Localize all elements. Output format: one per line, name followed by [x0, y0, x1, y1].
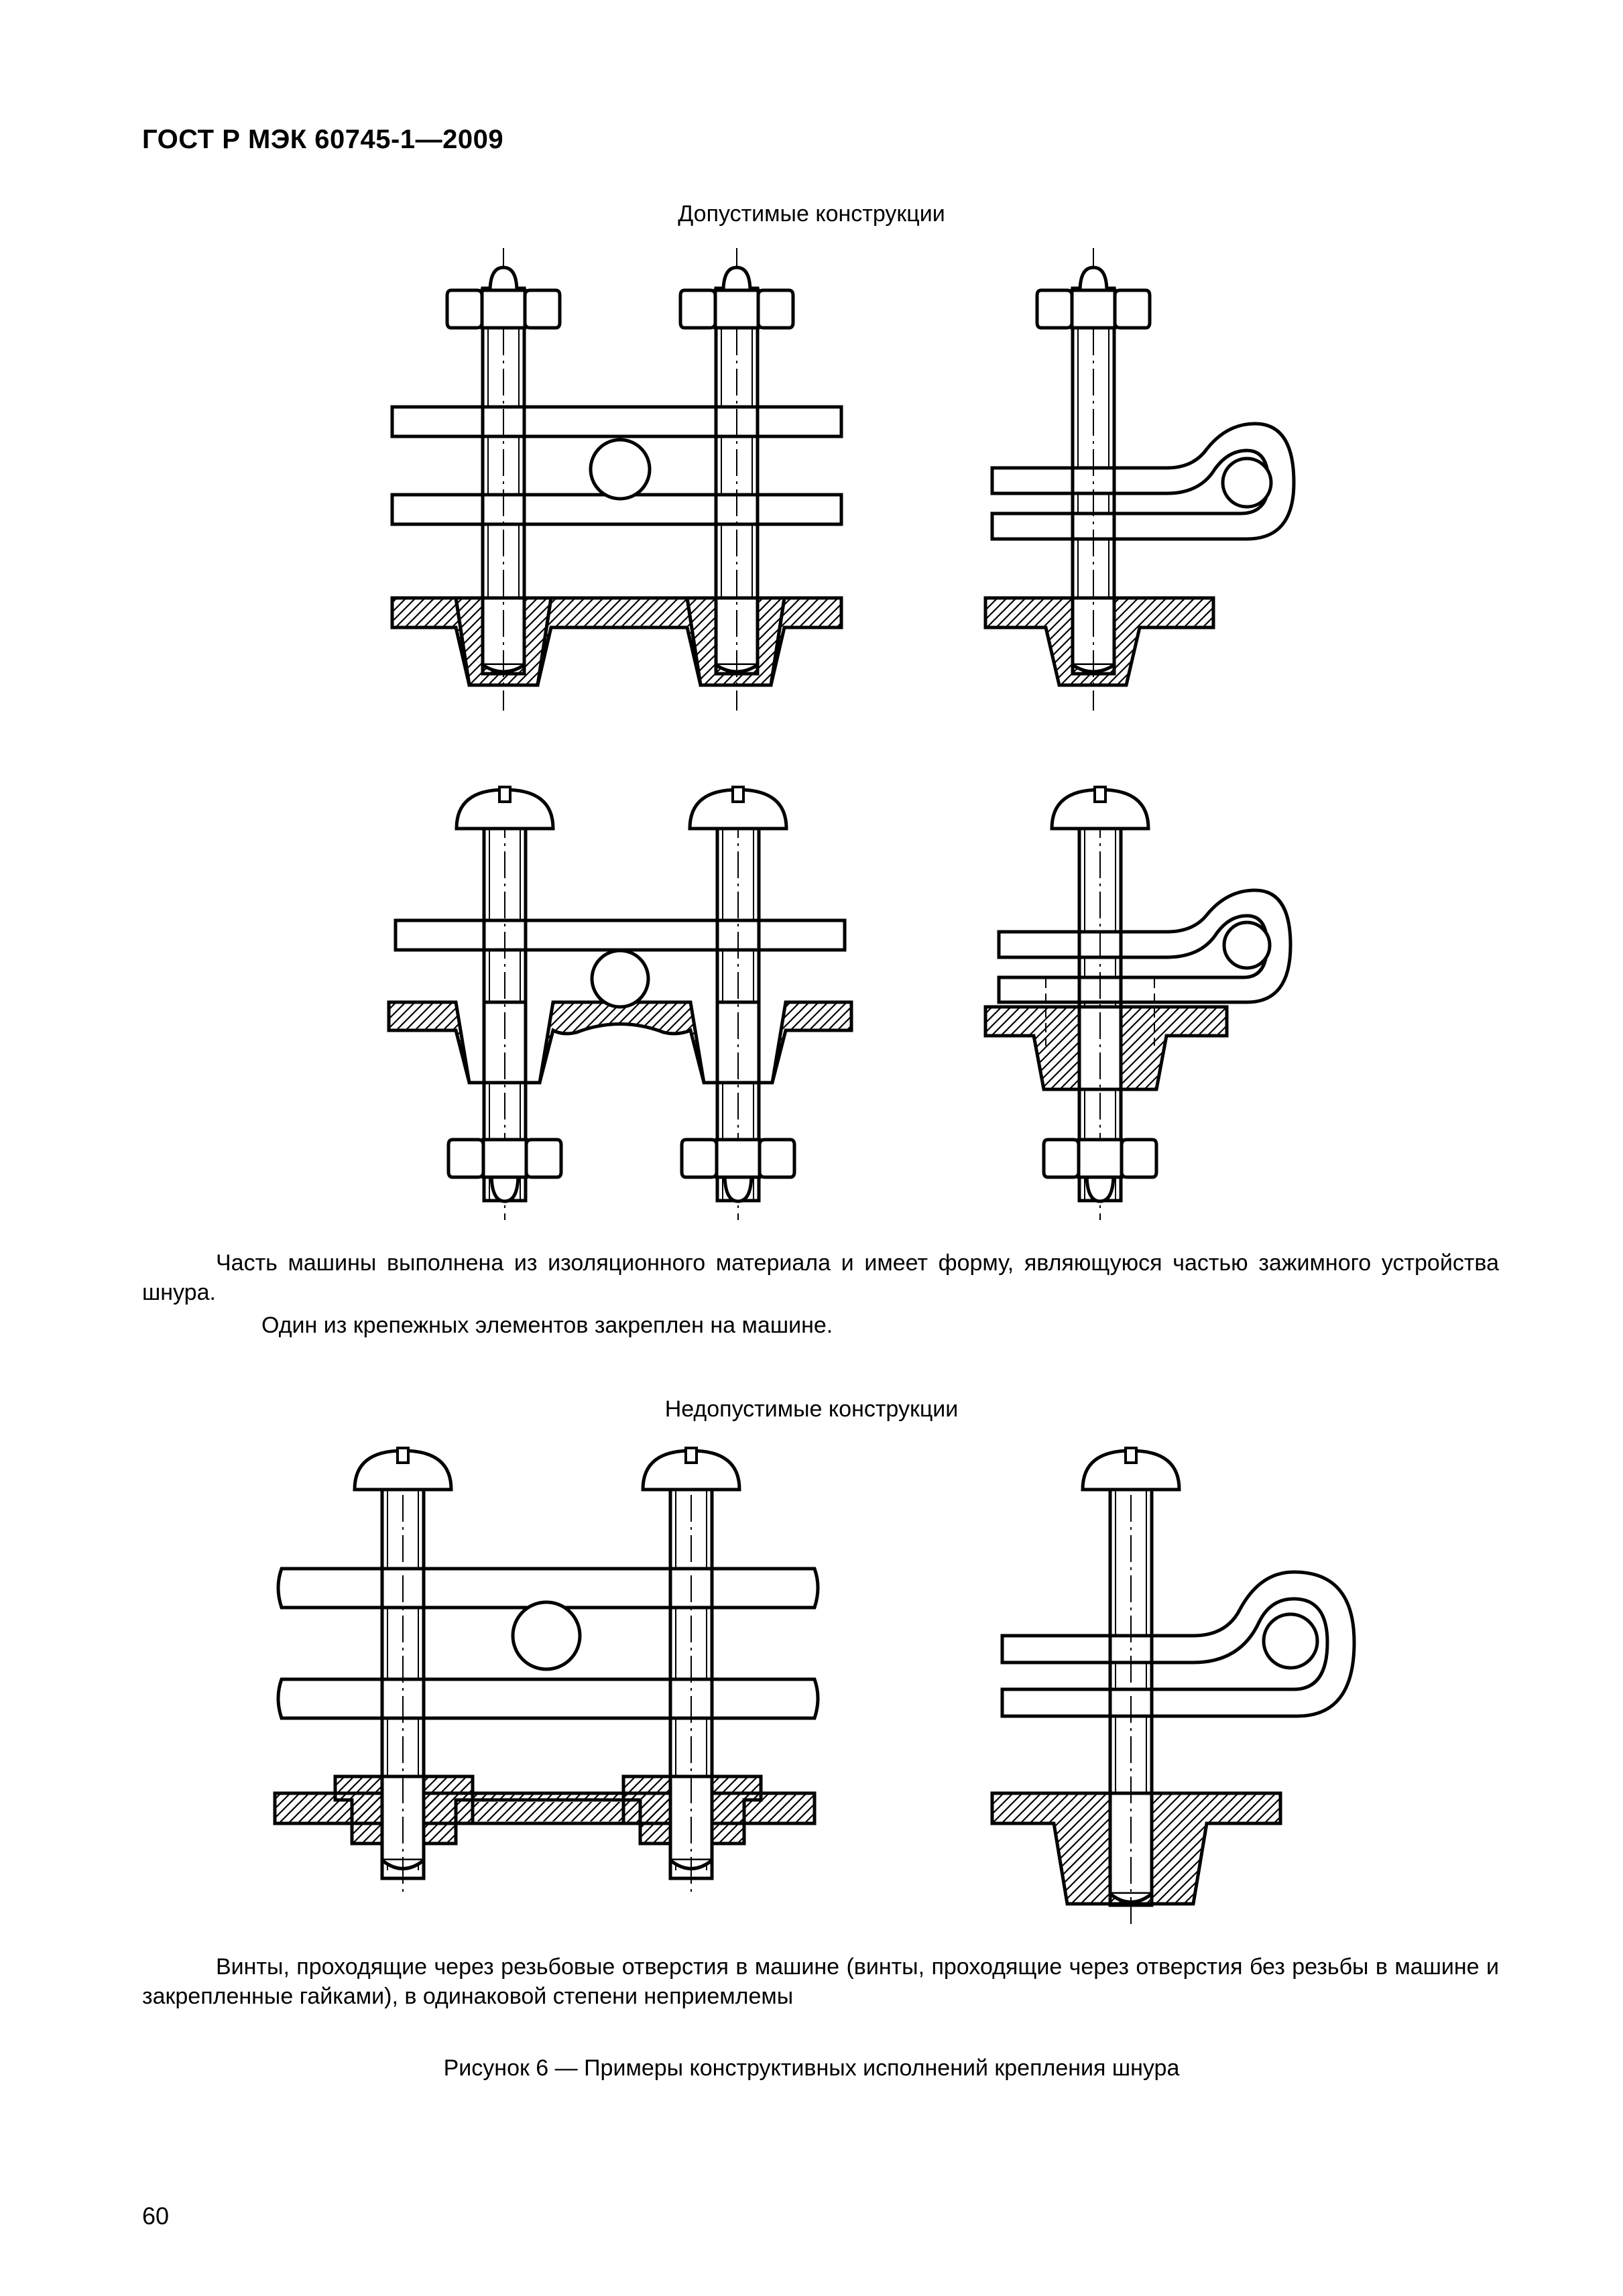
document-header: ГОСТ Р МЭК 60745-1—2009: [142, 125, 504, 154]
allowed-assembly-4: [985, 787, 1290, 1220]
allowed-assembly-2: [985, 248, 1294, 711]
allowed-assembly-1: [392, 248, 841, 711]
forbidden-assembly-1: [275, 1448, 818, 1897]
page-number: 60: [142, 2202, 170, 2230]
allowed-assembly-3: [389, 787, 851, 1220]
forbidden-note: Винты, проходящие через резьбовые отверстия в машине (винты, проходящие через отверстия без резьбы в машине и закрепленные гайками), в одинаковой степени неприемлемы: [142, 1954, 1499, 2009]
forbidden-assembly-2: [992, 1448, 1354, 1924]
figure-caption: Рисунок 6 — Примеры конструктивных исполнений крепления шнура: [443, 2055, 1180, 2081]
allowed-note: Часть машины выполнена из изоляционного материала и имеет форму, являющуюся частью зажимного устройства шнура.: [142, 1250, 1499, 1305]
forbidden-title: Недопустимые конструкции: [664, 1396, 959, 1422]
allowed-note-2: Один из крепежных элементов закреплен на машине.: [261, 1313, 833, 1338]
allowed-title: Допустимые конструкции: [678, 201, 945, 227]
